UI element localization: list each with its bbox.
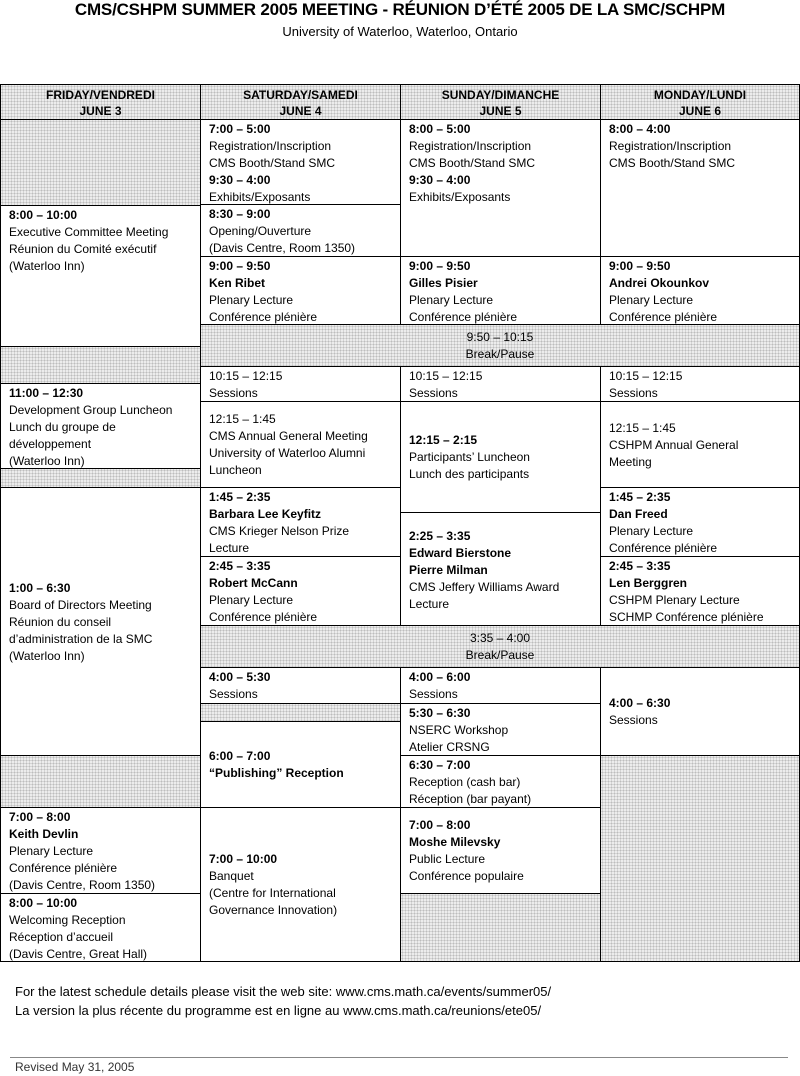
event-mon-sessions-afternoon: 4:00 – 6:30 Sessions [600,667,800,756]
event-sat-sessions: 10:15 – 12:15 Sessions [200,366,401,402]
event-board-meeting: 1:00 – 6:30 Board of Directors Meeting Réunion du conseil d’administration de la SMC (Waterloo Inn) [0,487,201,756]
event-sun-sessions: 10:15 – 12:15 Sessions [400,366,601,402]
event-banquet: 7:00 – 10:00 Banquet (Centre for International Governance Innovation) [200,807,401,962]
day-date: JUNE 4 [279,104,322,118]
event-opening: 8:30 – 9:00 Opening/Ouverture (Davis Centre, Room 1350) [200,204,401,257]
empty-slot [600,755,800,962]
day-date: JUNE 5 [479,104,522,118]
event-cshpm-agm: 12:15 – 1:45 CSHPM Annual General Meeting [600,401,800,488]
day-header-sunday [400,84,601,120]
day-name: SATURDAY/SAMEDI [243,88,358,102]
event-sun-sessions-afternoon: 4:00 – 6:00 Sessions [400,667,601,704]
break-morning: 9:50 – 10:15 Break/Pause [200,324,800,367]
event-cms-agm: 12:15 – 1:45 CMS Annual General Meeting University of Waterloo Alumni Luncheon [200,401,401,488]
event-mon-registration: 8:00 – 4:00 Registration/Inscription CMS Booth/Stand SMC [600,119,800,257]
empty-slot [0,346,201,384]
event-ken-ribet: 9:00 – 9:50 Ken Ribet Plenary Lecture Conférence plénière [200,256,401,325]
page-subtitle: University of Waterloo, Waterloo, Ontario [282,24,518,39]
event-sat-sessions-afternoon: 4:00 – 5:30 Sessions [200,667,401,704]
event-moshe-milevsky: 7:00 – 8:00 Moshe Milevsky Public Lecture Conférence populaire [400,807,601,894]
footer-line-en: For the latest schedule details please visit the web site: www.cms.math.ca/events/summer05/ [15,984,552,999]
day-date: JUNE 6 [678,104,722,118]
event-mccann: 2:45 – 3:35 Robert McCann Plenary Lecture Conférence plénière [200,556,401,626]
event-nserc-workshop: 5:30 – 6:30 NSERC Workshop Atelier CRSNG [400,703,601,756]
event-andrei-okounkov: 9:00 – 9:50 Andrei Okounkov Plenary Lecture Conférence plénière [600,256,800,325]
day-header-saturday [200,84,401,120]
footer-line-fr: La version la plus récente du programme est en ligne au www.cms.math.ca/reunions/ete05/ [15,1003,542,1018]
event-mon-sessions: 10:15 – 12:15 Sessions [600,366,800,402]
day-header-monday [600,84,800,120]
event-gilles-pisier: 9:00 – 9:50 Gilles Pisier Plenary Lecture Conférence plénière [400,256,601,325]
event-keith-devlin: 7:00 – 8:00 Keith Devlin Plenary Lecture Conférence plénière (Davis Centre, Room 1350) [0,807,201,894]
empty-slot [0,468,201,488]
day-header-friday [0,84,201,120]
empty-slot [0,755,201,808]
event-sun-registration: 8:00 – 5:00 Registration/Inscription CMS Booth/Stand SMC 9:30 – 4:00 Exhibits/Exposants [400,119,601,257]
event-participants-luncheon: 12:15 – 2:15 Participants’ Luncheon Lunch des participants [400,401,601,513]
day-name: SUNDAY/DIMANCHE [441,88,560,102]
footer-note [15,982,551,1020]
day-name: MONDAY/LUNDI [653,88,747,102]
empty-slot [200,703,401,722]
event-keyfitz: 1:45 – 2:35 Barbara Lee Keyfitz CMS Krieger Nelson Prize Lecture [200,487,401,557]
empty-slot [400,893,601,962]
event-bierstone-milman: 2:25 – 3:35 Edward Bierstone Pierre Milman CMS Jeffery Williams Award Lecture [400,512,601,626]
revised-date: Revised May 31, 2005 [15,1060,135,1074]
page-title: CMS/CSHPM SUMMER 2005 MEETING - RÉUNION D’ÉTÉ 2005 DE LA SMC/SCHPM [74,0,726,19]
footer-divider [10,1057,788,1058]
day-name: FRIDAY/VENDREDI [46,88,155,102]
event-development-luncheon: 11:00 – 12:30 Development Group Luncheon Lunch du groupe de développement (Waterloo Inn) [0,383,201,469]
day-date: JUNE 3 [79,104,122,118]
event-executive-committee: 8:00 – 10:00 Executive Committee Meeting Réunion du Comité exécutif (Waterloo Inn) [0,205,201,347]
empty-slot [0,119,201,206]
event-len-berggren: 2:45 – 3:35 Len Berggren CSHPM Plenary Lecture SCHMP Conférence plénière [600,556,800,626]
event-cash-bar-reception: 6:30 – 7:00 Reception (cash bar) Réception (bar payant) [400,755,601,808]
event-dan-freed: 1:45 – 2:35 Dan Freed Plenary Lecture Conférence plénière [600,487,800,557]
event-sat-registration: 7:00 – 5:00 Registration/Inscription CMS Booth/Stand SMC 9:30 – 4:00 Exhibits/Exposants [200,119,401,205]
event-publishing-reception: 6:00 – 7:00 “Publishing” Reception [200,721,401,808]
event-welcoming-reception: 8:00 – 10:00 Welcoming Reception Réception d’accueil (Davis Centre, Great Hall) [0,893,201,962]
break-afternoon: 3:35 – 4:00 Break/Pause [200,625,800,668]
